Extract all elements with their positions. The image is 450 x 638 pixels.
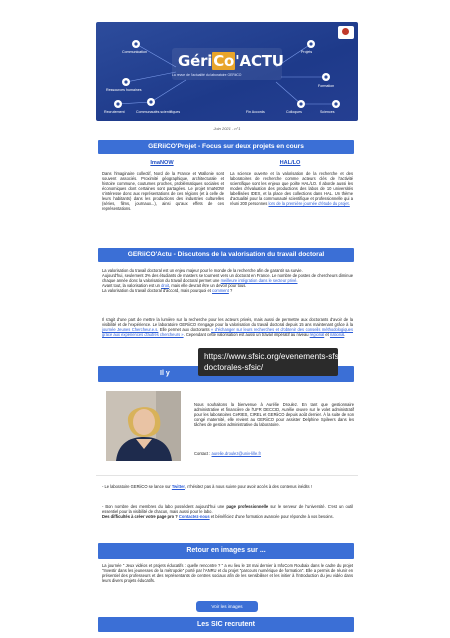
imanow-title-link[interactable]: ImaNOW [150,160,174,166]
droit-link[interactable]: droit [161,283,170,289]
twitter-link[interactable]: Twitter [171,484,185,489]
banner-label: Sciences [320,110,335,114]
section-images-heading: Retour en images sur ... [98,543,354,559]
pro-page-news: - Bon nombre des membres du labo possèdent aujourd'hui une page professionnelle sur le serveur de l'université. C'est un outil essentiel pour la visibilité de chacun, mais aussi pour le labo. Des difficultés à créer votre page pro ? Contactez-nous et bénéficiez d'une formation avancée pour répondre à vos besoins. [102,504,354,520]
view-images-button[interactable]: Voir les images [196,601,258,612]
comment-link[interactable]: comment [212,288,229,294]
contact-us-link[interactable]: Contactez-nous [178,514,210,520]
section-divider [96,475,358,476]
staff-photo [106,391,181,461]
header-banner [96,22,358,121]
banner-title: GériCo'ACTU [178,52,284,70]
tooltip-line-2: doctorales-sfsic/ [204,363,264,372]
banner-label: Fin Accords [246,110,265,114]
network-illustration [96,22,358,121]
hallo-title-link[interactable]: HAL/LO [279,160,301,166]
university-logo-icon [338,26,354,39]
private-sector-link[interactable]: meilleure intégration dans le secteur privé. [220,278,298,284]
actu-paragraph-2: Il s'agit d'une part de mettre la lumière sur la recherche pour les acteurs privés, mais aussi de permettre aux doctorants d'avoir de la visibilité et de l'expérience. Le laboratoire GERiiCO s'engage pour la valorisation du travail doctoral depuis 15 ans maintenant grâce à la journée Jeunes Chercheur.e.s. Elle permet aux doctorants « d'échanger sur leurs recherches et d'obtenir des conseils méthodologiques grâce aux expériences d'autres chercheurs ». Cependant cette valorisation est aussi un travail impératif au niveau régional et national. [102,317,354,338]
actu-paragraph-1: La valorisation du travail doctoral est un enjeu majeur pour le monde de la recherche afin de garantir sa survie. Aujourd'hui, seulement 3% des étudiants de masters se tournent vers un doctorat en France. Le nombre de postes de chercheurs diminue chaque année donc la valorisation du travail doctoral permet une meilleure intégration dans le secteur privé. Avant tout, la valorisation est un droit, mais elle devrait être un devoir pour tous. La valorisation du travail doctoral d'accord, mais pourquoi et comment ? [102,268,353,294]
imanow-text: Dans l'imaginaire collectif, Nord de la France et Wallonie sont souvent associés. Proximité géographique, architecturale et histoire commune, coutumes proches, problématiques sociales et économiques dont certaines sont partagées. Le projet ImaNOW s'intéresse donc aux représentations de ces régions (et à celle de leurs habitants) dans les productions des industries culturelles (séries, films, journaux...), ainsi qu'aux effets de ces représentations. [102,171,224,212]
contact-email-link[interactable]: aurelie.droulez@univ-lille.fr [211,451,261,456]
jeunes-chercheurs-link[interactable]: journée Jeunes Chercheur.e.s. [102,327,159,333]
section-projets-heading: GERiiCO'Projet - Focus sur deux projets en cours [98,140,354,154]
issue-date: Juin 2021 - n°1 [213,126,241,131]
link-url-tooltip [198,348,347,376]
banner-subtitle: La revue de l'actualité du laboratoire GERiiCO [172,73,242,77]
conseils-link[interactable]: « d'échanger sur leurs recherches et d'obtenir des conseils méthodologiques grâce aux expériences d'autres chercheurs » [102,327,354,338]
banner-label: Recrutement [104,110,125,114]
regional-link[interactable]: régional [309,332,325,338]
banner-label: Formation [318,84,335,88]
national-link[interactable]: national [329,332,345,338]
banner-label: Communication [122,50,147,54]
images-text: La journée " Jeux vidéos et projets éducatifs : quelle rencontre ? " a eu lieu le 18 mai dernier à InfoCom Roubaix dans le cadre du projet "Investir dans les jeunesses de la métropole" porté par l'ANRU et du projet "parcours numérique de formation". Elle a permis de réunir en présentiel des professeurs et des représentants de centres sociaux afin de les sensibiliser et les initier à l'introduction du jeu vidéo dans leurs divers projets éducatifs. [102,563,353,584]
welcome-text: Nous souhaitons la bienvenue à Aurélie Droulez. En tant que gestionnaire administrative et financière de l'UFR DECCID, Aurélie œuvre sur le volet administratif pour les laboratoires CeRIES, CIREL et GERiiCO depuis août dernier. À la suite de son congé maternité, elle revient au GERiiCO pour assister Delphine Spileers dans les tâches de gestion administrative du laboratoire. [194,402,354,428]
banner-label: Communautés scientifiques [136,110,181,114]
section-recruit-heading: Les SIC recrutent [98,617,354,632]
hallo-study-day-link[interactable]: lors de la première journée d'étude du projet. [268,201,350,207]
banner-title-accent: Co [213,52,235,70]
twitter-news: - Le laboratoire GERiiCO se lance sur Twitter, n'hésitez pas à nous suivre pour avoir accès à des contenus inédits ! [102,484,312,489]
section-welcome-heading-text: Il y [160,370,170,377]
hallo-text: La science ouverte et la valorisation de la recherche et des laboratoires de recherche comme acteurs clés de l'activité scientifique sont les enjeux que poilte HAL/LO. Il aborde aussi les modes d'évaluation des productions des labos de 10 universités labellisées IDEX, et la place des collections dans HAL. Un thème d'actualité pour la communauté scientifique et professionnelle qui a réuni 200 personnes lors de la première journée d'étude du projet. [230,171,353,207]
banner-label: Projets [301,50,313,54]
portrait-illustration [106,391,181,461]
welcome-contact: Contact : aurelie.droulez@univ-lille.fr [194,451,261,456]
banner-label: Ressources humaines [106,88,142,92]
newsletter-sheet [96,20,358,632]
tooltip-line-1: https://www.sfsic.org/evenements-sfsic/ [204,352,347,361]
section-actu-heading: GERiiCO'Actu - Discutons de la valorisation du travail doctoral [98,248,354,262]
banner-label: Colloques [286,110,302,114]
